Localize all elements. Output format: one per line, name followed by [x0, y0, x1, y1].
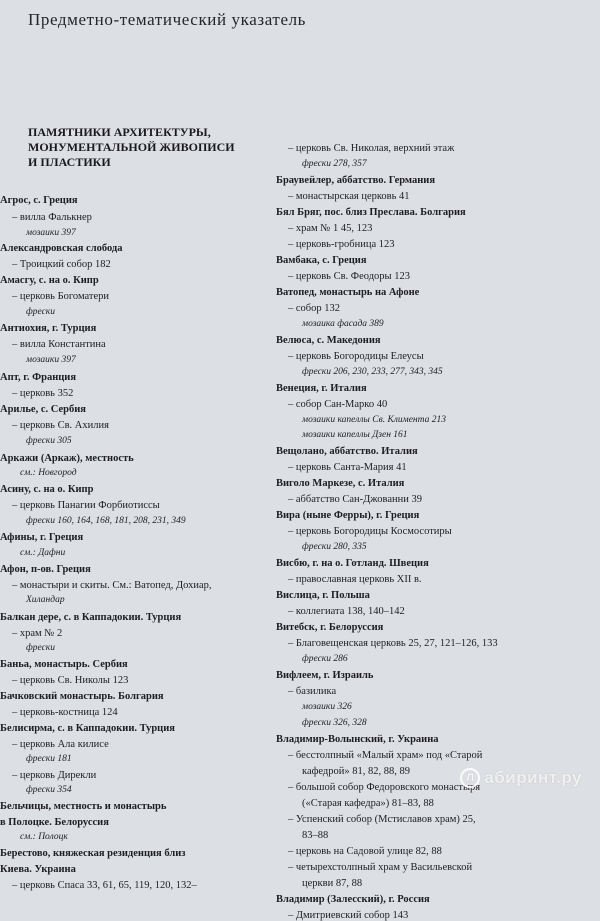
- index-subentry: – церковь Санта-Мария 41: [288, 462, 407, 473]
- index-subentry: – монастырская церковь 41: [288, 191, 410, 202]
- index-note: мозаики 397: [26, 355, 76, 365]
- index-subentry: 83–88: [302, 830, 329, 841]
- index-subentry: – коллегиата 138, 140–142: [288, 606, 405, 617]
- section-heading: И ПЛАСТИКИ: [28, 155, 111, 169]
- index-entry-heading: Висбю, г. на о. Готланд. Швеция: [276, 558, 429, 569]
- index-entry-heading: Берестово, княжеская резиденция близ: [0, 848, 186, 859]
- index-entry-heading: Ватопед, монастырь на Афоне: [276, 287, 420, 298]
- index-subentry: – церковь Св. Николы 123: [12, 675, 129, 686]
- index-note: фрески 278, 357: [302, 159, 367, 169]
- index-entry-heading: Вещолано, аббатство. Италия: [276, 446, 418, 457]
- index-subentry: церкви 87, 88: [302, 878, 363, 889]
- index-entry-heading: Вислица, г. Польша: [276, 590, 370, 601]
- index-subentry: – церковь Св. Ахилия: [12, 420, 109, 431]
- index-subentry: – Благовещенская церковь 25, 27, 121–126, 133: [288, 638, 498, 649]
- index-note: фрески: [26, 643, 55, 653]
- index-entry-heading: Владимир-Волынский, г. Украина: [276, 734, 439, 745]
- index-subentry: – церковь Панагии Форбиотиссы: [12, 500, 160, 511]
- index-subentry: – церковь Богородицы Елеусы: [288, 351, 424, 362]
- index-subentry: – церковь Спаса 33, 61, 65, 119, 120, 132–: [12, 880, 197, 891]
- index-entry-heading: Белисирма, с. в Каппадокии. Турция: [0, 723, 175, 734]
- index-entry-heading: Асину, с. на о. Кипр: [0, 484, 94, 495]
- watermark-text: абиринт.ру: [484, 768, 582, 787]
- index-subentry: – храм № 1 45, 123: [288, 223, 373, 234]
- index-note: фрески 354: [26, 785, 72, 795]
- index-entry-heading: Аркажи (Аркаж), местность: [0, 453, 134, 464]
- index-subentry: – Успенский собор (Мстиславов храм) 25,: [288, 814, 476, 825]
- index-subentry: – бесстолпный «Малый храм» под «Старой: [288, 750, 483, 761]
- index-subentry: – вилла Константина: [12, 339, 106, 350]
- index-entry-heading: Бельчицы, местность и монастырь: [0, 801, 167, 812]
- index-entry-heading: Владимир (Залесский), г. Россия: [276, 894, 430, 905]
- index-note: мозаики капеллы Дзен 161: [302, 430, 408, 440]
- index-entry-heading: Велюса, с. Македония: [276, 335, 381, 346]
- index-note: мозаики 397: [26, 228, 76, 238]
- index-entry-heading: Баньа, монастырь. Сербия: [0, 659, 128, 670]
- index-entry-heading: Афон, п-ов. Греция: [0, 564, 91, 575]
- index-entry-heading: Бачковский монастырь. Болгария: [0, 691, 164, 702]
- index-subentry: – церковь Богоматери: [12, 291, 110, 302]
- index-entry-heading: Венеция, г. Италия: [276, 383, 367, 394]
- index-note: Хиландар: [26, 595, 65, 605]
- index-subentry: – четырехстолпный храм у Васильевской: [288, 862, 473, 873]
- index-entry-heading: Апт, г. Франция: [0, 372, 77, 383]
- index-note: мозаика фасада 389: [302, 319, 384, 329]
- index-note: мозаики капеллы Св. Климента 213: [302, 415, 446, 425]
- index-subentry: – церковь Дирекли: [12, 770, 97, 781]
- section-heading: ПАМЯТНИКИ АРХИТЕКТУРЫ,: [28, 125, 211, 139]
- index-entry-heading: Агрос, с. Греция: [0, 195, 78, 206]
- index-subentry: – православная церковь XII в.: [288, 574, 422, 585]
- index-subentry: – большой собор Федоровского монастыря: [288, 782, 481, 793]
- index-subentry: – вилла Фалькнер: [12, 212, 92, 223]
- index-subentry: – храм № 2: [12, 628, 63, 639]
- index-entry-heading: Виголо Маркезе, с. Италия: [276, 478, 405, 489]
- index-entry-heading: Бял Бряг, пос. близ Преслава. Болгария: [276, 207, 466, 218]
- index-subentry: – Дмитриевский собор 143: [288, 910, 409, 921]
- index-entry-heading: Киева. Украина: [0, 864, 76, 875]
- index-entry-heading: Амасгу, с. на о. Кипр: [0, 275, 99, 286]
- index-note: см.: Дафни: [20, 548, 66, 558]
- index-subentry: – монастыри и скиты. См.: Ватопед, Дохиар,: [12, 580, 212, 591]
- index-subentry: – церковь на Садовой улице 82, 88: [288, 846, 442, 857]
- index-entry-heading: Вифлеем, г. Израиль: [276, 670, 374, 681]
- index-subentry: («Старая кафедра») 81–83, 88: [302, 798, 434, 809]
- index-note: фрески 326, 328: [302, 718, 367, 728]
- index-subentry: – церковь Богородицы Космосотиры: [288, 526, 452, 537]
- index-subentry: – аббатство Сан-Джованни 39: [288, 494, 422, 505]
- index-entry-heading: Вамбака, с. Греция: [276, 255, 367, 266]
- index-subentry: – базилика: [288, 686, 337, 697]
- section-heading: МОНУМЕНТАЛЬНОЙ ЖИВОПИСИ: [28, 140, 235, 154]
- index-subentry: – церковь Ала килисе: [12, 739, 109, 750]
- index-entry-heading: Александровская слобода: [0, 243, 123, 254]
- index-subentry: – церковь-гробница 123: [288, 239, 395, 250]
- index-note: см.: Новгород: [20, 468, 77, 478]
- index-subentry: кафедрой» 81, 82, 88, 89: [302, 766, 411, 777]
- index-note: фрески 286: [302, 654, 348, 664]
- index-subentry: – церковь-костница 124: [12, 707, 118, 718]
- index-subentry: – церковь Св. Феодоры 123: [288, 271, 410, 282]
- index-note: фрески 305: [26, 436, 72, 446]
- index-entry-heading: Балкан дере, с. в Каппадокии. Турция: [0, 612, 182, 623]
- index-note: фрески 206, 230, 233, 277, 343, 345: [302, 367, 443, 377]
- index-entry-heading: Браувейлер, аббатство. Германия: [276, 175, 436, 186]
- index-entry-heading: Вира (ныне Ферры), г. Греция: [276, 510, 420, 521]
- index-subentry: – собор Сан-Марко 40: [288, 399, 388, 410]
- index-note: фрески 181: [26, 754, 72, 764]
- index-note: фрески 280, 335: [302, 542, 367, 552]
- labirint-logo-icon: Л: [460, 768, 480, 788]
- index-subentry: – церковь 352: [12, 388, 74, 399]
- index-note: фрески: [26, 307, 55, 317]
- index-entry-heading: Антиохия, г. Турция: [0, 323, 97, 334]
- index-subentry: – Троицкий собор 182: [12, 259, 111, 270]
- index-entry-heading: Афины, г. Греция: [0, 532, 84, 543]
- page-title: Предметно-тематический указатель: [28, 10, 307, 29]
- watermark: [460, 768, 582, 788]
- index-subentry: – собор 132: [288, 303, 341, 314]
- index-entry-heading: в Полоцке. Белоруссия: [0, 817, 109, 828]
- index-entry-heading: Витебск, г. Белоруссия: [276, 622, 384, 633]
- index-entry-heading: Арилье, с. Сербия: [0, 404, 86, 415]
- index-note: мозаики 326: [302, 702, 352, 712]
- index-note: см.: Полоцк: [20, 832, 68, 842]
- index-subentry: – церковь Св. Николая, верхний этаж: [288, 143, 455, 154]
- index-note: фрески 160, 164, 168, 181, 208, 231, 349: [26, 516, 186, 526]
